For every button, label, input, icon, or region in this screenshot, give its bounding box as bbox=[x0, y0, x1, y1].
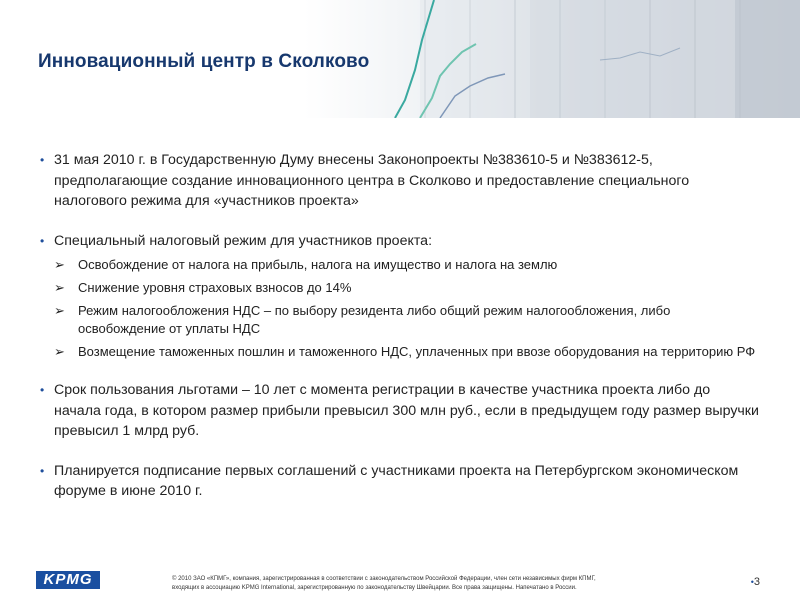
bullet-icon: • bbox=[40, 383, 45, 397]
sub-item-text: Режим налогообложения НДС – по выбору резидента либо общий режим налогообложения, либо освобождение от уплаты НДС bbox=[78, 303, 671, 336]
bullet-text: Планируется подписание первых соглашений с участниками проекта на Петербургском экономическом форуме в июне 2010 г. bbox=[54, 462, 739, 499]
bullet-icon: • bbox=[40, 463, 45, 478]
legal-line-2: входящих в ассоциацию KPMG International, зарегистрированную по законодательству Швейцарии. Все права защищены. Напечатано в России. bbox=[172, 585, 577, 591]
legal-notice bbox=[172, 575, 672, 593]
kpmg-logo: KPMG bbox=[36, 571, 100, 589]
list-item bbox=[40, 231, 760, 252]
sub-list-item bbox=[40, 256, 760, 274]
arrow-bullet-icon: ➢ bbox=[54, 280, 65, 295]
arrow-bullet-icon: ➢ bbox=[54, 257, 65, 272]
page-number bbox=[751, 576, 760, 588]
arrow-bullet-icon: ➢ bbox=[54, 303, 65, 318]
sub-list-item bbox=[40, 343, 760, 361]
legal-line-1: © 2010 ЗАО «КПМГ», компания, зарегистрированная в соответствии с законодательством Российской Федерации, член сети независимых фирм КПМГ, bbox=[172, 576, 596, 582]
sub-item-text: Возмещение таможенных пошлин и таможенного НДС, уплаченных при ввозе оборудования на территорию РФ bbox=[78, 344, 756, 359]
sub-list-item bbox=[40, 279, 760, 297]
list-item bbox=[40, 150, 760, 212]
arrow-bullet-icon: ➢ bbox=[54, 344, 65, 359]
bullet-icon: • bbox=[750, 577, 754, 587]
header-banner bbox=[0, 0, 800, 118]
sub-item-text: Снижение уровня страховых взносов до 14% bbox=[78, 280, 352, 295]
page-title: Инновационный центр в Сколково bbox=[38, 51, 370, 72]
bullet-text: Специальный налоговый режим для участников проекта: bbox=[54, 232, 433, 249]
list-item bbox=[40, 461, 760, 502]
bullet-icon: • bbox=[40, 233, 45, 248]
page-number-value: 3 bbox=[753, 576, 760, 588]
list-item bbox=[40, 380, 760, 442]
bullet-text: Срок пользования льготами – 10 лет с момента регистрации в качестве участника проекта либо до начала года, в котором размер прибыли превысил 300 млн руб., если в предыдущем году размер выручки превысил 1 млрд руб. bbox=[54, 382, 759, 439]
bullet-icon: • bbox=[40, 153, 45, 167]
sub-list-item bbox=[40, 302, 760, 338]
sub-item-text: Освобождение от налога на прибыль, налога на имущество и налога на землю bbox=[78, 257, 558, 272]
main-content bbox=[40, 150, 760, 502]
bullet-text: 31 мая 2010 г. в Государственную Думу внесены Законопроекты №383610-5 и №383612-5, предполагающие создание инновационного центра в Сколково и предоставление специального налогового режима для «участников проекта» bbox=[54, 152, 690, 209]
